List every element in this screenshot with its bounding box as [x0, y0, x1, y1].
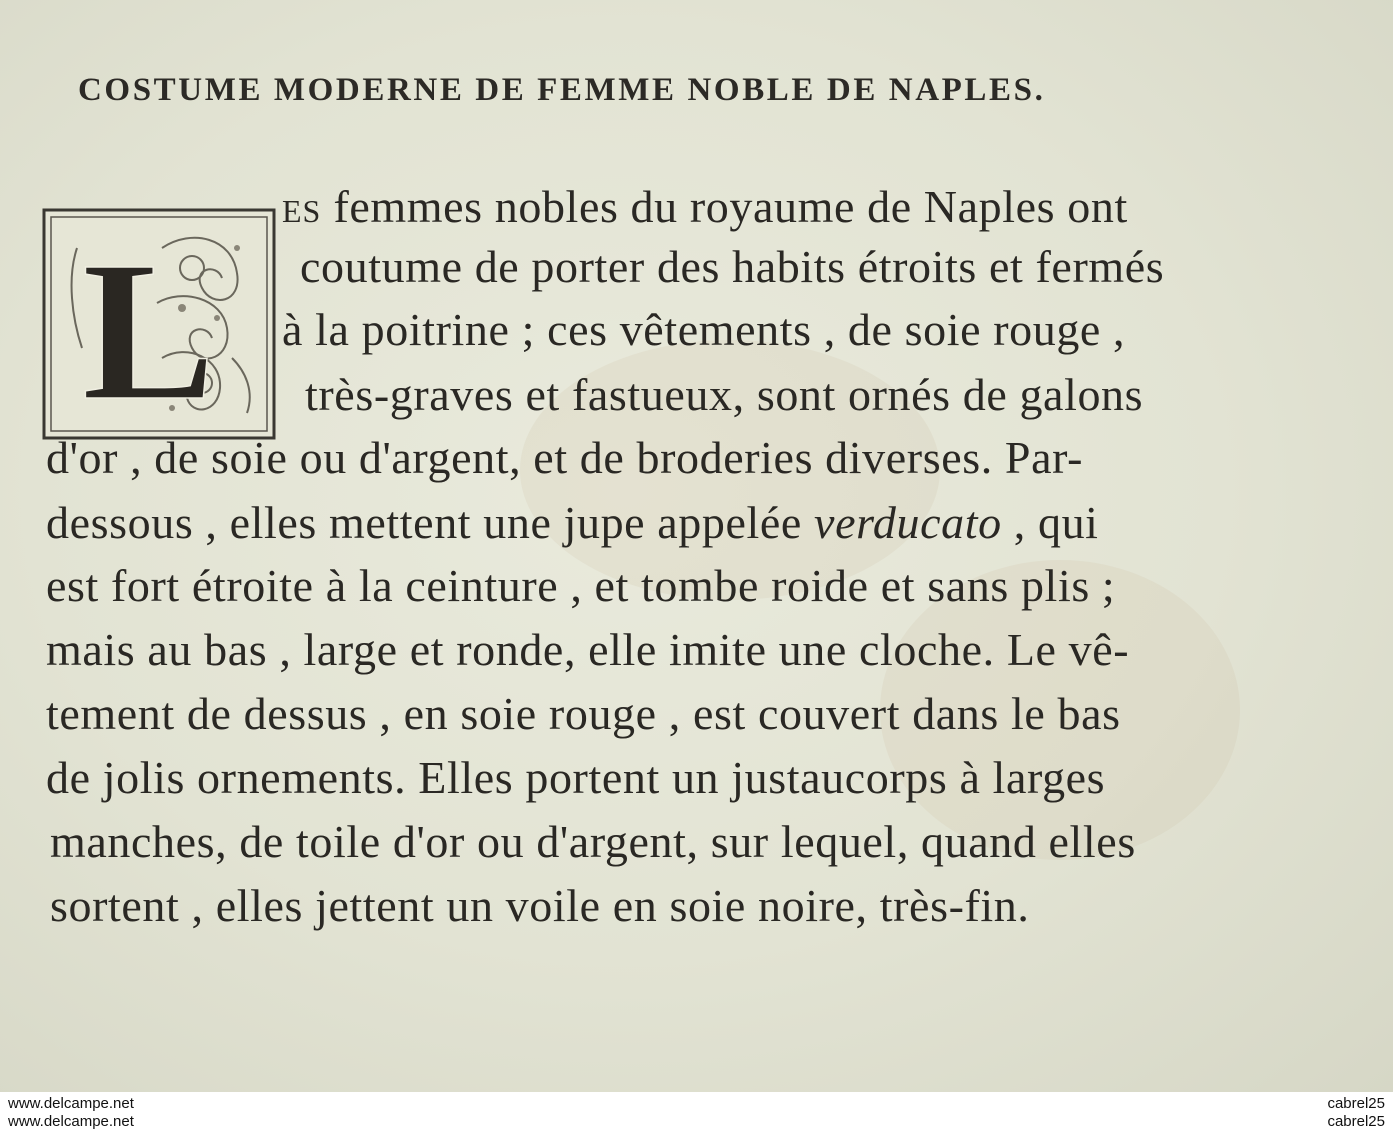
body-line-3: à la poitrine ; ces vêtements , de soie rouge ,: [282, 304, 1126, 355]
body-line-9: tement de dessus , en soie rouge , est couvert dans le bas: [46, 688, 1121, 739]
ornamental-drop-cap: [42, 208, 276, 440]
watermark-right-2: cabrel25: [1327, 1113, 1385, 1130]
page-title: COSTUME MODERNE DE FEMME NOBLE DE NAPLES.: [78, 72, 1046, 108]
body-line-11: manches, de toile d'or ou d'argent, sur lequel, quand elles: [50, 816, 1136, 867]
watermark-right-1: cabrel25: [1327, 1095, 1385, 1112]
body-line-5: d'or , de soie ou d'argent, et de broderies diverses. Par-: [46, 432, 1084, 483]
watermark-footer: [0, 1092, 1393, 1132]
body-line-10: de jolis ornements. Elles portent un justaucorps à larges: [46, 752, 1106, 803]
watermark-left-1: www.delcampe.net: [8, 1095, 134, 1112]
body-line-12: sortent , elles jettent un voile en soie noire, très-fin.: [50, 880, 1030, 931]
drop-cap-letter: L: [82, 221, 216, 440]
body-line-1: es femmes nobles du royaume de Naples ont: [282, 181, 1128, 232]
watermark-left-2: www.delcampe.net: [8, 1113, 134, 1130]
body-line-7: est fort étroite à la ceinture , et tombe roide et sans plis ;: [46, 560, 1116, 611]
body-line-8: mais au bas , large et ronde, elle imite une cloche. Le vê-: [46, 624, 1130, 675]
body-line-2: coutume de porter des habits étroits et fermés: [300, 241, 1165, 292]
body-line-4: très-graves et fastueux, sont ornés de galons: [305, 369, 1144, 420]
body-line-6: dessous , elles mettent une jupe appelée verducato , qui: [46, 497, 1099, 548]
